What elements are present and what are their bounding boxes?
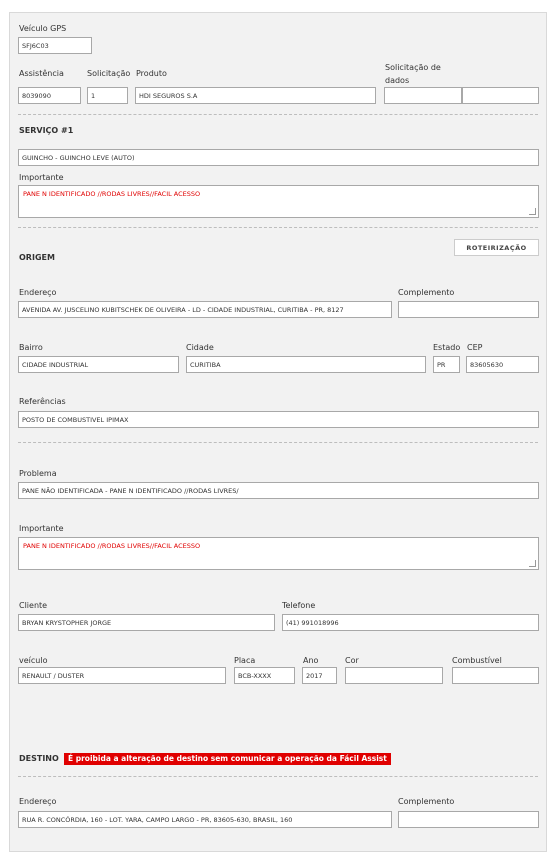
- problema-field[interactable]: PANE NÃO IDENTIFICADA - PANE N IDENTIFICADO //RODAS LIVRES/: [18, 482, 539, 499]
- origem-complemento-field[interactable]: [398, 301, 539, 318]
- resize-grip-icon[interactable]: [529, 560, 536, 567]
- problema-importante-textarea[interactable]: [18, 537, 539, 570]
- form-panel: [9, 12, 547, 852]
- cliente-field[interactable]: BRYAN KRYSTOPHER JORGE: [18, 614, 275, 631]
- ano-label: Ano: [303, 656, 319, 665]
- destino-endereco-label: Endereço: [19, 797, 57, 806]
- servico-title: SERVIÇO #1: [19, 126, 74, 135]
- solicitacao-dados-field-1[interactable]: [384, 87, 462, 104]
- veiculo-field[interactable]: RENAULT / DUSTER: [18, 667, 226, 684]
- produto-field[interactable]: HDI SEGUROS S.A: [135, 87, 376, 104]
- assistencia-field[interactable]: 8039090: [18, 87, 81, 104]
- telefone-field[interactable]: (41) 991018996: [282, 614, 539, 631]
- cep-label: CEP: [467, 343, 483, 352]
- solicitacao-field[interactable]: 1: [87, 87, 128, 104]
- destino-warning-badge: É proibida a alteração de destino sem comunicar a operação da Fácil Assist: [64, 753, 391, 765]
- origem-complemento-label: Complemento: [398, 288, 455, 297]
- roteirizacao-button[interactable]: ROTEIRIZAÇÃO: [454, 239, 539, 256]
- cep-field[interactable]: 83605630: [466, 356, 539, 373]
- telefone-label: Telefone: [282, 601, 316, 610]
- problema-importante-label: Importante: [19, 524, 64, 533]
- bairro-field[interactable]: CIDADE INDUSTRIAL: [18, 356, 179, 373]
- servico-importante-text: PANE N IDENTIFICADO //RODAS LIVRES//FACIL ACESSO: [23, 190, 201, 198]
- divider: [18, 442, 538, 443]
- solicitacao-dados-field-2[interactable]: [462, 87, 539, 104]
- destino-complemento-field[interactable]: [398, 811, 539, 828]
- solicitacao-dados-label: Solicitação de: [385, 63, 441, 72]
- origem-endereco-field[interactable]: AVENIDA AV. JUSCELINO KUBITSCHEK DE OLIVEIRA - LD - CIDADE INDUSTRIAL, CURITIBA - PR, 8127: [18, 301, 392, 318]
- cidade-field[interactable]: CURITIBA: [186, 356, 426, 373]
- servico-field[interactable]: GUINCHO - GUINCHO LEVE (AUTO): [18, 149, 539, 166]
- cor-label: Cor: [345, 656, 359, 665]
- veiculo-label: veículo: [19, 656, 48, 665]
- vehicle-gps-field[interactable]: SFJ6C03: [18, 37, 92, 54]
- destino-complemento-label: Complemento: [398, 797, 455, 806]
- divider: [18, 227, 538, 228]
- cidade-label: Cidade: [186, 343, 214, 352]
- cliente-label: Cliente: [19, 601, 48, 610]
- estado-label: Estado: [433, 343, 461, 352]
- referencias-label: Referências: [19, 397, 66, 406]
- bairro-label: Bairro: [19, 343, 43, 352]
- problema-importante-text: PANE N IDENTIFICADO //RODAS LIVRES//FACIL ACESSO: [23, 542, 201, 550]
- assistencia-label: Assistência: [19, 69, 64, 78]
- produto-label: Produto: [136, 69, 167, 78]
- resize-grip-icon[interactable]: [529, 208, 536, 215]
- divider: [18, 776, 538, 777]
- vehicle-gps-label: Veículo GPS: [19, 24, 67, 33]
- divider: [18, 114, 538, 115]
- placa-field[interactable]: BCB-XXXX: [234, 667, 295, 684]
- solicitacao-label: Solicitação: [87, 69, 131, 78]
- combustivel-field[interactable]: [452, 667, 539, 684]
- cor-field[interactable]: [345, 667, 443, 684]
- estado-field[interactable]: PR: [433, 356, 460, 373]
- origem-title: ORIGEM: [19, 253, 55, 262]
- referencias-field[interactable]: POSTO DE COMBUSTIVEL IPIMAX: [18, 411, 539, 428]
- placa-label: Placa: [234, 656, 256, 665]
- servico-importante-label: Importante: [19, 173, 64, 182]
- problema-label: Problema: [19, 469, 57, 478]
- combustivel-label: Combustível: [452, 656, 502, 665]
- ano-field[interactable]: 2017: [302, 667, 337, 684]
- solicitacao-dados-label-2: dados: [385, 76, 410, 85]
- destino-endereco-field[interactable]: RUA R. CONCÓRDIA, 160 - LOT. YARA, CAMPO LARGO - PR, 83605-630, BRASIL, 160: [18, 811, 392, 828]
- destino-title: DESTINO: [19, 754, 59, 763]
- origem-endereco-label: Endereço: [19, 288, 57, 297]
- servico-importante-textarea[interactable]: [18, 185, 539, 218]
